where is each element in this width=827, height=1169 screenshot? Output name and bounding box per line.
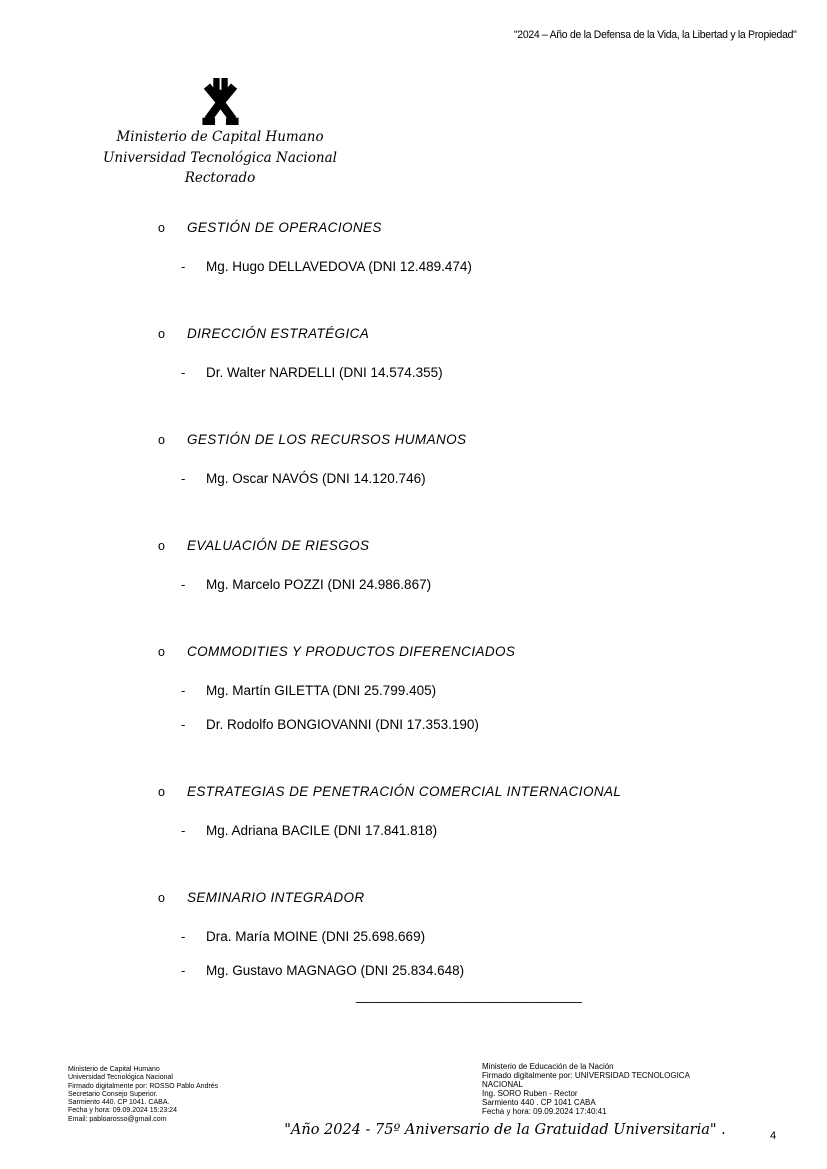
sig-left-line: Ministerio de Capital Humano	[68, 1066, 160, 1073]
letterhead	[60, 78, 380, 189]
section-commodities	[155, 643, 775, 733]
section-direccion-estrategica	[155, 325, 775, 381]
sig-right-line: Ministerio de Educación de la Nación	[482, 1062, 614, 1071]
section-seminario-integrador	[155, 889, 775, 979]
section-title: EVALUACIÓN DE RIESGOS	[187, 538, 370, 553]
sig-left-line: Secretario Consejo Superior.	[68, 1090, 158, 1098]
sig-right-line: Firmado digitalmente por: UNIVERSIDAD TECNOLOGICA	[482, 1070, 690, 1080]
member-row	[155, 929, 775, 945]
digital-signature-left	[68, 1066, 218, 1124]
sig-right-line: Fecha y hora: 09.09.2024 17:40:41	[482, 1106, 607, 1116]
letterhead-ministry: Ministerio de Capital Humano	[116, 129, 324, 145]
dash-icon: -	[181, 471, 186, 486]
member-row	[155, 577, 775, 593]
footer-anniversary-quote: "Año 2024 - 75º Aniversario de la Gratuidad Universitaria" .	[284, 1122, 726, 1138]
sig-right-line: Sarmiento 440 . CP 1041 CABA	[482, 1097, 596, 1107]
utn-logo-icon	[60, 78, 380, 126]
section-title: ESTRATEGIAS DE PENETRACIÓN COMERCIAL INTERNACIONAL	[187, 784, 622, 799]
bullet-icon: o	[158, 539, 165, 553]
member-name: Mg. Hugo DELLAVEDOVA (DNI 12.489.474)	[206, 259, 472, 274]
dash-icon: -	[181, 929, 186, 944]
dash-icon: -	[181, 365, 186, 380]
digital-signature-right	[482, 1063, 690, 1116]
sig-left-line: Email: pabloarosso@gmail.com	[68, 1115, 167, 1123]
bullet-icon: o	[158, 327, 165, 341]
bullet-icon: o	[158, 785, 165, 799]
dash-icon: -	[181, 683, 186, 698]
section-title: GESTIÓN DE LOS RECURSOS HUMANOS	[187, 432, 467, 447]
member-row	[155, 823, 775, 839]
module-list	[155, 219, 775, 1029]
letterhead-university: Universidad Tecnológica Nacional	[103, 149, 337, 166]
section-title: SEMINARIO INTEGRADOR	[187, 890, 365, 905]
member-row	[155, 963, 775, 979]
page-number: 4	[770, 1130, 777, 1142]
member-row	[155, 471, 775, 487]
member-name: Dr. Rodolfo BONGIOVANNI (DNI 17.353.190)	[206, 717, 479, 732]
member-row	[155, 259, 775, 275]
sig-right-line: NACIONAL	[482, 1079, 523, 1089]
section-estrategias-penetracion	[155, 783, 775, 839]
member-name: Dr. Walter NARDELLI (DNI 14.574.355)	[206, 365, 443, 380]
member-name: Dra. María MOINE (DNI 25.698.669)	[206, 929, 426, 944]
bullet-icon: o	[158, 433, 165, 447]
member-row	[155, 717, 775, 733]
section-evaluacion-riesgos	[155, 537, 775, 593]
section-gestion-operaciones	[155, 219, 775, 275]
dash-icon: -	[181, 717, 186, 732]
signature-line: _____________________________	[356, 987, 582, 1003]
member-name: Mg. Marcelo POZZI (DNI 24.986.867)	[206, 577, 432, 592]
member-name: Mg. Martín GILETTA (DNI 25.799.405)	[206, 683, 437, 698]
sig-left-line: Sarmiento 440. CP 1041. CABA.	[68, 1099, 170, 1107]
dash-icon: -	[181, 259, 186, 274]
sig-left-line: Firmado digitalmente por: ROSSO Pablo Andrés	[68, 1082, 219, 1090]
member-name: Mg. Oscar NAVÓS (DNI 14.120.746)	[206, 471, 426, 486]
section-recursos-humanos	[155, 431, 775, 487]
section-title: COMMODITIES Y PRODUCTOS DIFERENCIADOS	[187, 644, 516, 659]
dash-icon: -	[181, 823, 186, 838]
letterhead-rectorado: Rectorado	[184, 170, 256, 186]
sig-left-line: Universidad Tecnológica Nacional	[68, 1074, 173, 1082]
section-title: DIRECCIÓN ESTRATÉGICA	[187, 326, 370, 341]
member-name: Mg. Gustavo MAGNAGO (DNI 25.834.648)	[206, 963, 465, 978]
member-row	[155, 365, 775, 381]
bullet-icon: o	[158, 645, 165, 659]
section-title: GESTIÓN DE OPERACIONES	[187, 220, 382, 235]
member-name: Mg. Adriana BACILE (DNI 17.841.818)	[206, 823, 438, 838]
bullet-icon: o	[158, 891, 165, 905]
dash-icon: -	[181, 963, 186, 978]
bullet-icon: o	[158, 221, 165, 235]
dash-icon: -	[181, 577, 186, 592]
sig-left-line: Fecha y hora: 09.09.2024 15:23:24	[68, 1107, 177, 1115]
header-year-quote: "2024 – Año de la Defensa de la Vida, la Libertad y la Propiedad"	[514, 29, 797, 41]
sig-right-line: Ing. SORO Ruben - Rector	[482, 1088, 578, 1098]
member-row	[155, 683, 775, 699]
